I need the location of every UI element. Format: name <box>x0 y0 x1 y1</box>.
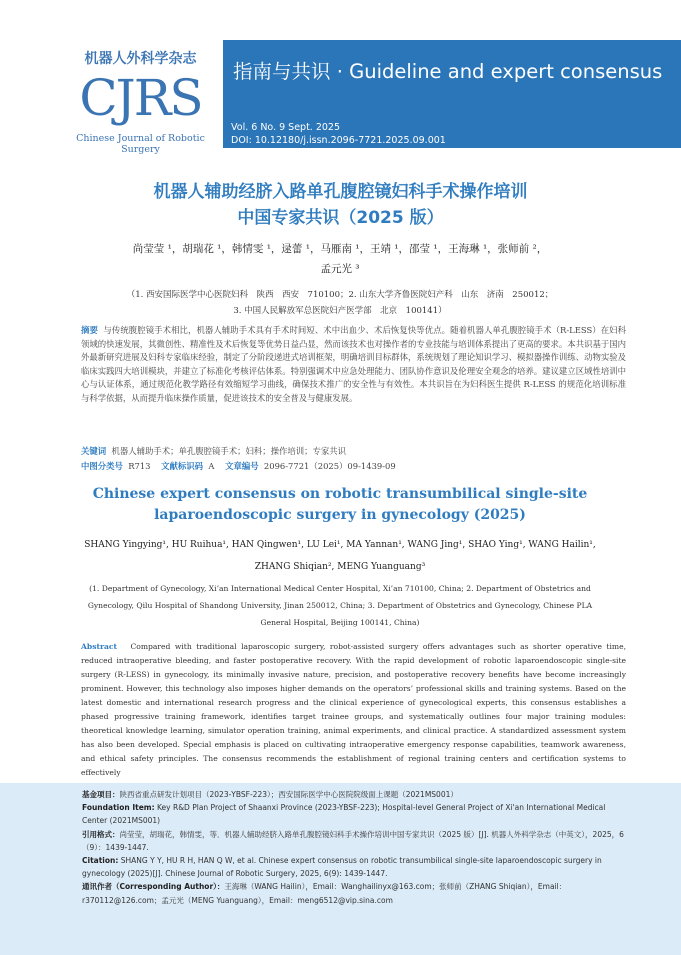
abstract-en-text: Compared with traditional laparoscopic surgery, robot-assisted surgery offers advantages such as shorter operative time, reduced intraoperative bleeding, and faster postoperative recovery. With the rapid development of robotic laparoendoscopic single-site surgery (R-LESS) in gynecology, its minimally invasive nature, precision, and postoperative recovery benefits have become increasingly prominent. However, this technology also imposes higher demands on the operators’ professional skills and training systems. Based on the latest domestic and international research progress and the clinical experience of gynecological experts, this consensus establishes a phased progressive training framework, identifies target trainee groups, and systematically outlines four major training modules: theoretical knowledge learning, simulator operation training, animal experiments, and clinical practice. A standardized assessment system has also been developed. Special emphasis is placed on cultivating intraoperative emergency response capabilities, teamwork awareness, and ethical safety principles. The consensus recommends the establishment of regional training centers and certification systems to effectively <box>81 642 626 777</box>
cite-label: 引用格式： <box>82 829 120 839</box>
keywords-cn <box>81 445 626 458</box>
doi: DOI: 10.12180/j.issn.2096-7721.2025.09.001 <box>231 135 446 146</box>
doc-code-label: 文献标识码 <box>161 461 204 471</box>
title-en-line2: laparoendoscopic surgery in gynecology (2025) <box>154 507 526 523</box>
affiliations-en-line2: Gynecology, Qilu Hospital of Shandong University, Jinan 250012, China; 3. Department of Obstetrics and Gynecology, Chinese PLA <box>87 601 593 610</box>
footer-notes <box>0 783 681 955</box>
corresponding-label: 通讯作者（Corresponding Author）： <box>82 882 225 892</box>
foundation-line <box>82 801 627 827</box>
article-no-value: 2096-7721（2025）09-1439-09 <box>263 461 396 471</box>
cite-text: 尚莹莹，胡瑞花，韩情雯，等．机器人辅助经脐入路单孔腹腔镜妇科手术操作培训中国专家共识（2025 版）[J]. 机器人外科学杂志（中英文），2025，6（9）：1439-1447. <box>82 829 624 852</box>
title-cn-line2: 中国专家共识（2025 版） <box>237 208 444 228</box>
footer-content <box>82 788 627 907</box>
foundation-label: Foundation Item: <box>82 803 155 813</box>
cite-line <box>82 828 627 854</box>
section-title: 指南与共识 · Guideline and expert consensus <box>233 60 663 83</box>
keywords-cn-text: 机器人辅助手术；单孔腹腔镜手术；妇科；操作培训；专家共识 <box>111 446 346 456</box>
journal-name-cn: 机器人外科学杂志 <box>84 51 197 67</box>
fund-label: 基金项目： <box>82 790 120 799</box>
article-no-label: 文章编号 <box>225 461 259 471</box>
affiliations-en-line3: General Hospital, Beijing 100141, China) <box>260 618 420 627</box>
citation-text: SHANG Y Y, HU R H, HAN Q W, et al. Chinese expert consensus on robotic transumbilical single-site laparoendoscopic surgery in gynecology (2025)[J]. Chinese Journal of Robotic Surgery, 2025, 6(9): 1439-1447. <box>82 856 602 879</box>
authors-cn-line2: 孟元光 ³ <box>320 263 360 275</box>
title-cn-line1: 机器人辅助经脐入路单孔腹腔镜妇科手术操作培训 <box>153 182 528 202</box>
authors-en-line2: ZHANG Shiqian², MENG Yuanguang³ <box>254 562 426 572</box>
fund-line <box>82 788 627 801</box>
abstract-en-label: Abstract <box>81 642 118 651</box>
title-en-line1: Chinese expert consensus on robotic transumbilical single-site <box>92 486 588 502</box>
corresponding-line <box>82 880 627 906</box>
abstract-cn <box>81 324 626 405</box>
affiliations-en-line1: (1. Department of Gynecology, Xi’an International Medical Center Hospital, Xi’an 710100, China; 2. Department of Obstetrics and <box>89 584 591 593</box>
clc-label: 中图分类号 <box>81 461 123 471</box>
foundation-text: Key R&D Plan Project of Shaanxi Province (2023-YBSF-223); Hospital-level General Project of Xi'an International Medical Center (2021MS001) <box>82 803 606 826</box>
authors-cn-line1: 尚莹莹 ¹，胡瑞花 ¹，韩情雯 ¹，逯蕾 ¹，马雁南 ¹，王靖 ¹，邵莹 ¹，王海琳 ¹，张师前 ²， <box>132 243 548 255</box>
abstract-cn-text: 与传统腹腔镜手术相比，机器人辅助手术具有手术时间短、术中出血少、术后恢复快等优点。随着机器人单孔腹腔镜手术（R-LESS）在妇科领域的快速发展，其微创性、精准性及术后恢复等优势日益凸显，然而该技术也对操作者的专业技能与培训体系提出了更高的要求。本共识基于国内外最新研究进展及妇科专家临床经验，制定了分阶段递进式培训框架，明确培训目标群体，系统规划了理论知识学习、模拟器操作训练、动物实验及临床实践四大培训模块，并建立了标准化考核评估体系。特别强调术中应急处理能力、团队协作意识及伦理安全观念的培养。建议建立区域性培训中心与认证体系，通过规范化教学路径有效缩短学习曲线，确保技术推广的安全性与有效性。本共识旨在为妇科医生提供 R-LESS 的规范化培训标准与科学依据，从而提升临床操作质量，促进该技术的安全普及与健康发展。 <box>81 325 627 403</box>
abstract-en <box>81 640 626 780</box>
volume-info: Vol. 6 No. 9 Sept. 2025 <box>231 122 341 133</box>
abstract-cn-label: 摘要 <box>81 325 98 335</box>
authors-en-line1: SHANG Yingying¹, HU Ruihua¹, HAN Qingwen¹, LU Lei¹, MA Yannan¹, WANG Jing¹, SHAO Ying¹, WANG Hailin¹, <box>84 540 596 550</box>
journal-name-en: Chinese Journal of Robotic Surgery <box>76 133 205 155</box>
journal-header <box>0 0 681 155</box>
fund-text: 陕西省重点研发计划项目（2023-YBSF-223）；西安国际医学中心医院院级面上课题（2021MS001） <box>119 790 458 799</box>
affiliations-cn-line1: （1. 西安国际医学中心医院妇科 陕西 西安 710100；2. 山东大学齐鲁医院妇产科 山东 济南 250012； <box>126 290 554 300</box>
classification-line <box>81 460 626 473</box>
journal-logo <box>58 40 223 155</box>
affiliations-cn-line2: 3. 中国人民解放军总医院妇产医学部 北京 100141） <box>233 306 447 316</box>
section-banner <box>223 40 681 148</box>
citation-label: Citation: <box>82 856 119 866</box>
corresponding-text: 王海琳（WANG Hailin），Email：Wanghailinyx@163.com；张师前（ZHANG Shiqian），Email：r370112@126.com；孟元光（MENG Yuanguang），Email：meng6512@vip.sina.com <box>82 882 567 905</box>
clc-value: R713 <box>128 461 151 471</box>
doc-code-value: A <box>208 461 215 471</box>
journal-abbr: CJRS <box>79 69 202 127</box>
citation-line <box>82 854 627 880</box>
keywords-cn-label: 关键词 <box>81 446 107 456</box>
